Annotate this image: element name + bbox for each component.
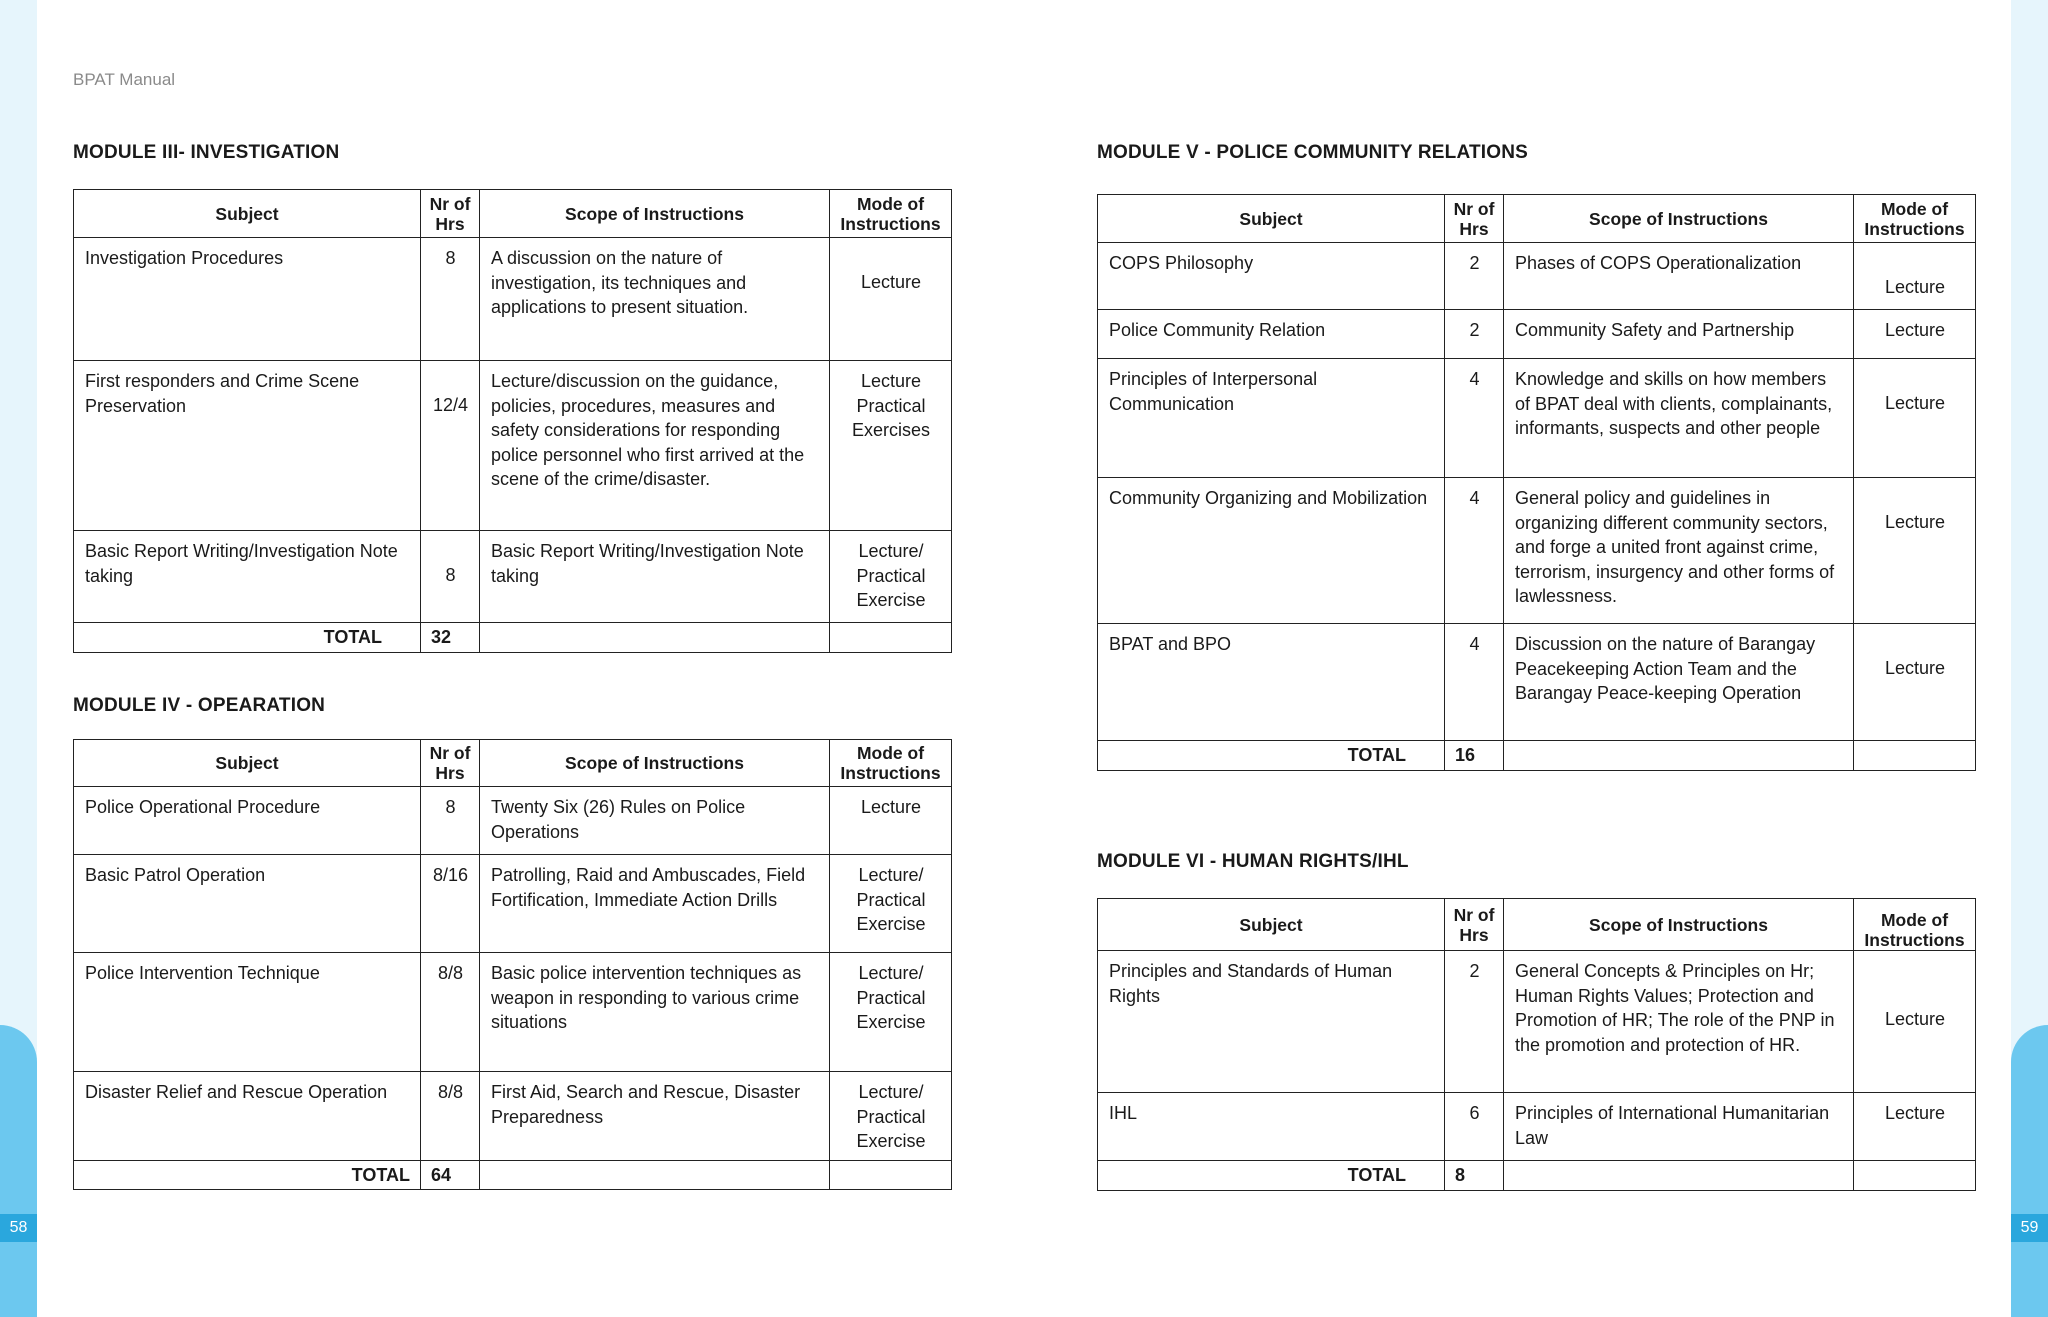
header-mode: Mode of Instructions [830, 740, 952, 787]
hrs-cell: 4 [1445, 624, 1504, 741]
total-value: 16 [1445, 741, 1504, 771]
total-row [1098, 741, 1976, 771]
scope-cell: General Concepts & Principles on Hr; Human Rights Values; Protection and Promotion of HR; The role of the PNP in the promotion and protection of HR. [1504, 951, 1854, 1093]
total-row [74, 623, 952, 653]
hrs-cell: 6 [1445, 1093, 1504, 1161]
mode-cell: Lecture/ Practical Exercise [830, 1072, 952, 1161]
header-hrs: Nr of Hrs [421, 190, 480, 238]
scope-cell: First Aid, Search and Rescue, Disaster Preparedness [480, 1072, 830, 1161]
scope-cell: Patrolling, Raid and Ambuscades, Field Fortification, Immediate Action Drills [480, 855, 830, 953]
table-row [74, 855, 952, 953]
table-row [74, 1072, 952, 1161]
scope-cell: Community Safety and Partnership [1504, 310, 1854, 359]
scope-cell: A discussion on the nature of investigation, its techniques and applications to present situation. [480, 238, 830, 361]
header-mode: Mode of Instructions [830, 190, 952, 238]
scope-cell: Knowledge and skills on how members of BPAT deal with clients, complainants, informants, suspects and other people [1504, 359, 1854, 478]
header-hrs: Nr of Hrs [1445, 899, 1504, 951]
subject-cell: Principles and Standards of Human Rights [1098, 951, 1445, 1093]
hrs-cell: 12/4 [421, 361, 480, 531]
header-hrs: Nr of Hrs [421, 740, 480, 787]
scope-cell: Discussion on the nature of Barangay Peacekeeping Action Team and the Barangay Peace-keeping Operation [1504, 624, 1854, 741]
mode-cell: Lecture [1854, 310, 1976, 359]
scope-cell: General policy and guidelines in organizing different community sectors, and forge a united front against crime, terrorism, insurgency and other forms of lawlessness. [1504, 478, 1854, 624]
total-label: TOTAL [1098, 1161, 1445, 1191]
header-scope: Scope of Instructions [480, 740, 830, 787]
empty-cell [830, 1160, 952, 1190]
mode-cell: Lecture/ Practical Exercise [830, 953, 952, 1072]
empty-cell [480, 623, 830, 653]
header-hrs: Nr of Hrs [1445, 195, 1504, 243]
module-6-table [1097, 898, 1976, 1191]
scope-cell: Principles of International Humanitarian Law [1504, 1093, 1854, 1161]
hrs-cell: 8/16 [421, 855, 480, 953]
subject-cell: Police Intervention Technique [74, 953, 421, 1072]
empty-cell [1504, 741, 1854, 771]
table-row [1098, 310, 1976, 359]
table-row [74, 531, 952, 623]
table-row [1098, 478, 1976, 624]
table-row [1098, 1093, 1976, 1161]
table-row [1098, 624, 1976, 741]
scope-cell: Basic Report Writing/Investigation Note taking [480, 531, 830, 623]
module-3-table [73, 189, 952, 653]
mode-cell: Lecture [1854, 359, 1976, 478]
hrs-cell: 8 [421, 531, 480, 623]
module-4-table [73, 739, 952, 1190]
page-number-left: 58 [0, 1214, 37, 1242]
mode-cell: Lecture [1854, 478, 1976, 624]
empty-cell [830, 623, 952, 653]
subject-cell: BPAT and BPO [1098, 624, 1445, 741]
subject-cell: Community Organizing and Mobilization [1098, 478, 1445, 624]
total-value: 8 [1445, 1161, 1504, 1191]
header-scope: Scope of Instructions [480, 190, 830, 238]
subject-cell: IHL [1098, 1093, 1445, 1161]
hrs-cell: 2 [1445, 310, 1504, 359]
empty-cell [1504, 1161, 1854, 1191]
subject-cell: Basic Report Writing/Investigation Note taking [74, 531, 421, 623]
module-5-title: MODULE V - POLICE COMMUNITY RELATIONS [1097, 142, 1529, 163]
module-4-title: MODULE IV - OPEARATION [73, 695, 326, 716]
left-side-tab [0, 1025, 37, 1317]
total-value: 32 [421, 623, 480, 653]
module-3-title: MODULE III- INVESTIGATION [73, 142, 340, 163]
header-mode: Mode of Instructions [1854, 195, 1976, 243]
table-row [74, 953, 952, 1072]
empty-cell [1854, 741, 1976, 771]
table-row [1098, 359, 1976, 478]
header-subject: Subject [1098, 899, 1445, 951]
mode-cell: Lecture Practical Exercises [830, 361, 952, 531]
right-side-tab [2011, 1025, 2048, 1317]
header-subject: Subject [1098, 195, 1445, 243]
mode-cell: Lecture/ Practical Exercise [830, 855, 952, 953]
scope-cell: Basic police intervention techniques as weapon in responding to various crime situations [480, 953, 830, 1072]
subject-cell: Disaster Relief and Rescue Operation [74, 1072, 421, 1161]
mode-cell: Lecture [830, 787, 952, 855]
mode-cell: Lecture/ Practical Exercise [830, 531, 952, 623]
table-row [74, 361, 952, 531]
total-label: TOTAL [74, 623, 421, 653]
table-row [1098, 243, 1976, 310]
hrs-cell: 2 [1445, 243, 1504, 310]
empty-cell [480, 1160, 830, 1190]
total-label: TOTAL [74, 1160, 421, 1190]
header-subject: Subject [74, 190, 421, 238]
total-label: TOTAL [1098, 741, 1445, 771]
hrs-cell: 4 [1445, 359, 1504, 478]
table-row [1098, 951, 1976, 1093]
scope-cell: Lecture/discussion on the guidance, policies, procedures, measures and safety considerations for responding police personnel who first arrived at the scene of the crime/disaster. [480, 361, 830, 531]
header-scope: Scope of Instructions [1504, 195, 1854, 243]
total-row [74, 1160, 952, 1190]
page-number-right: 59 [2011, 1214, 2048, 1242]
scope-cell: Twenty Six (26) Rules on Police Operations [480, 787, 830, 855]
module-5-table [1097, 194, 1976, 771]
module-6-title: MODULE VI - HUMAN RIGHTS/IHL [1097, 851, 1409, 872]
scope-cell: Phases of COPS Operationalization [1504, 243, 1854, 310]
subject-cell: COPS Philosophy [1098, 243, 1445, 310]
subject-cell: Basic Patrol Operation [74, 855, 421, 953]
subject-cell: Police Community Relation [1098, 310, 1445, 359]
empty-cell [1854, 1161, 1976, 1191]
hrs-cell: 8/8 [421, 953, 480, 1072]
header-scope: Scope of Instructions [1504, 899, 1854, 951]
running-head: BPAT Manual [73, 70, 176, 89]
hrs-cell: 8 [421, 238, 480, 361]
header-subject: Subject [74, 740, 421, 787]
mode-cell: Lecture [1854, 1093, 1976, 1161]
subject-cell: Police Operational Procedure [74, 787, 421, 855]
total-row [1098, 1161, 1976, 1191]
hrs-cell: 8/8 [421, 1072, 480, 1161]
hrs-cell: 8 [421, 787, 480, 855]
mode-cell: Lecture [1854, 951, 1976, 1093]
mode-cell: Lecture [1854, 624, 1976, 741]
hrs-cell: 4 [1445, 478, 1504, 624]
header-mode: Mode of Instructions [1854, 899, 1976, 951]
mode-cell: Lecture [1854, 243, 1976, 310]
table-row [74, 787, 952, 855]
subject-cell: Investigation Procedures [74, 238, 421, 361]
table-row [74, 238, 952, 361]
hrs-cell: 2 [1445, 951, 1504, 1093]
total-value: 64 [421, 1160, 480, 1190]
mode-cell: Lecture [830, 238, 952, 361]
subject-cell: First responders and Crime Scene Preservation [74, 361, 421, 531]
subject-cell: Principles of Interpersonal Communication [1098, 359, 1445, 478]
